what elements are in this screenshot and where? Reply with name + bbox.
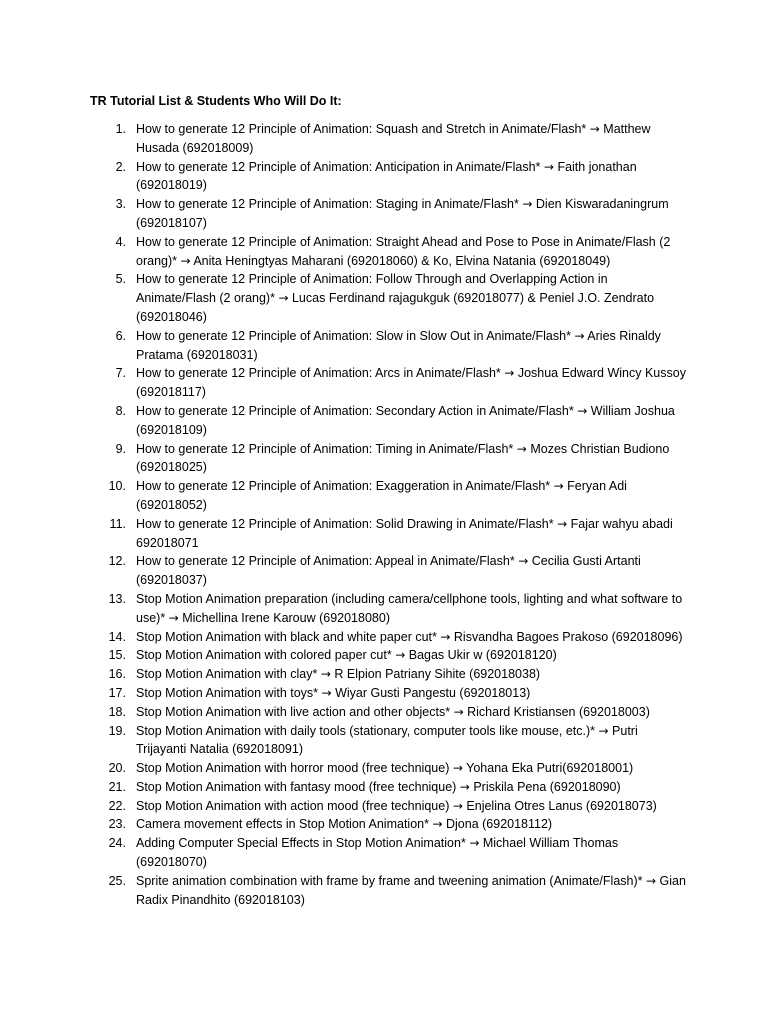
tutorial-topic: How to generate 12 Principle of Animation: Squash and Stretch in Animate/Flash* [136,122,587,136]
tutorial-topic: Stop Motion Animation with live action and other objects* [136,704,451,719]
right-arrow-icon: → [278,291,289,306]
list-item [90,872,688,910]
list-item [90,590,688,628]
assigned-students: Faith jonathan (692018019) [136,159,637,193]
assigned-students: Anita Heningtyas Maharani (692018060) & Ko, Elvina Natania (692018049) [193,253,611,268]
list-item [90,703,688,722]
tutorial-topic: Stop Motion Animation with daily tools (stationary, computer tools like mouse, etc.)* [136,723,596,738]
tutorial-topic: How to generate 12 Principle of Animation: Solid Drawing in Animate/Flash* [136,516,554,531]
tutorial-list [90,120,688,909]
list-item-number: 17. [108,685,126,700]
list-item-number: 12. [108,554,126,569]
list-item [90,120,688,158]
right-arrow-icon: → [557,516,568,531]
assigned-students: Richard Kristiansen (692018003) [467,704,650,719]
tutorial-topic: How to generate 12 Principle of Animation: Slow in Slow Out in Animate/Flash* [136,328,571,343]
assigned-students: Putri Trijayanti Natalia (692018091) [136,723,638,757]
list-item [90,477,688,515]
right-arrow-icon: → [168,610,179,625]
right-arrow-icon: → [645,873,657,888]
right-arrow-icon: → [504,366,515,381]
list-item [90,722,688,760]
assigned-students: Lucas Ferdinand rajagukguk (692018077) & Peniel J.O. Zendrato (692018046) [136,291,655,324]
list-item-number: 2. [115,159,126,174]
right-arrow-icon: → [452,798,463,813]
right-arrow-icon: → [452,761,463,776]
tutorial-topic: How to generate 12 Principle of Animation: Follow Through and Overlapping Action in Animate/Flash (2 orang)* [136,272,608,306]
list-item [90,646,688,665]
tutorial-topic: Stop Motion Animation with toys* [136,685,319,700]
list-item-number: 15. [108,648,126,663]
list-item-number: 6. [115,328,126,343]
assigned-students: Gian Radix Pinandhito (692018103) [136,873,686,907]
list-item [90,778,688,797]
list-item [90,515,688,553]
list-item [90,552,688,590]
tutorial-topic: How to generate 12 Principle of Animation: Appeal in Animate/Flash* [136,554,515,569]
right-arrow-icon: → [469,836,480,851]
list-item-number: 13. [108,591,126,606]
assigned-students: Cecilia Gusti Artanti (692018037) [136,554,641,588]
list-item [90,270,688,326]
list-item [90,628,688,647]
assigned-students: Michael William Thomas (692018070) [136,836,619,870]
list-item [90,834,688,872]
right-arrow-icon: → [459,779,470,794]
right-arrow-icon: → [553,479,564,494]
document-title: TR Tutorial List & Students Who Will Do It: [90,94,342,108]
list-item-number: 22. [108,798,126,813]
list-item [90,195,688,233]
list-item-number: 1. [115,122,126,136]
assigned-students: Joshua Edward Wincy Kussoy (692018117) [136,366,686,400]
tutorial-topic: Stop Motion Animation with fantasy mood (free technique) [136,779,457,794]
list-item [90,759,688,778]
list-item-number: 8. [115,403,126,418]
tutorial-topic: How to generate 12 Principle of Animation: Secondary Action in Animate/Flash* [136,403,574,418]
assigned-students: Fajar wahyu abadi 692018071 [136,516,673,550]
list-item [90,233,688,271]
assigned-students: Bagas Ukir w (692018120) [408,648,557,663]
list-item-number: 24. [108,836,126,851]
list-item [90,364,688,402]
list-item [90,440,688,478]
right-arrow-icon: → [180,253,191,268]
right-arrow-icon: → [543,159,554,174]
list-item-number: 9. [115,441,126,456]
tutorial-topic: Stop Motion Animation with horror mood (free technique) [136,761,450,776]
tutorial-topic: Adding Computer Special Effects in Stop Motion Animation* [136,836,466,851]
tutorial-topic: How to generate 12 Principle of Animation: Staging in Animate/Flash* [136,197,519,212]
assigned-students: William Joshua (692018109) [136,403,675,437]
right-arrow-icon: → [577,403,588,418]
list-item-number: 16. [108,667,126,682]
assigned-students: Yohana Eka Putri(692018001) [466,761,634,776]
list-item-number: 21. [108,779,126,794]
assigned-students: Dien Kiswaradaningrum (692018107) [136,197,669,230]
tutorial-topic: Stop Motion Animation with action mood (free technique) [136,798,450,813]
tutorial-topic: How to generate 12 Principle of Animation: Arcs in Animate/Flash* [136,366,501,381]
list-item-number: 18. [108,704,126,719]
right-arrow-icon: → [589,122,600,136]
assigned-students: Wiyar Gusti Pangestu (692018013) [335,685,531,700]
list-item-number: 11. [109,516,126,531]
list-item [90,402,688,440]
list-item-number: 19. [108,723,126,738]
assigned-students: Aries Rinaldy Pratama (692018031) [136,328,661,362]
right-arrow-icon: → [516,441,527,456]
assigned-students: Mozes Christian Budiono (692018025) [136,441,670,475]
tutorial-topic: Stop Motion Animation preparation (including camera/cellphone tools, lighting and what software to use)* [136,591,683,625]
list-item-number: 20. [108,761,126,776]
assigned-students: R Elpion Patriany Sihite (692018038) [334,667,541,682]
right-arrow-icon: → [518,554,529,569]
tutorial-topic: Stop Motion Animation with black and white paper cut* [136,629,437,644]
list-item-number: 10. [108,479,126,494]
list-item [90,158,688,196]
assigned-students: Djona (692018112) [446,817,553,832]
list-item [90,684,688,703]
list-item-number: 23. [108,817,126,832]
right-arrow-icon: → [320,667,331,682]
tutorial-topic: Camera movement effects in Stop Motion Animation* [136,817,429,832]
list-item [90,797,688,816]
assigned-students: Matthew Husada (692018009) [136,122,651,155]
tutorial-topic: Sprite animation combination with frame by frame and tweening animation (Animate/Flash)* [136,873,643,888]
list-item-number: 5. [115,272,126,287]
tutorial-topic: Stop Motion Animation with clay* [136,667,318,682]
tutorial-topic: How to generate 12 Principle of Animation: Exaggeration in Animate/Flash* [136,479,551,494]
assigned-students: Enjelina Otres Lanus (692018073) [466,798,657,813]
right-arrow-icon: → [432,817,443,832]
assigned-students: Risvandha Bagoes Prakoso (692018096) [453,629,683,644]
tutorial-topic: How to generate 12 Principle of Animation: Timing in Animate/Flash* [136,441,514,456]
right-arrow-icon: → [574,328,585,343]
list-item-number: 7. [115,366,126,381]
list-item-number: 3. [115,197,126,212]
tutorial-topic: How to generate 12 Principle of Animation: Straight Ahead and Pose to Pose in Animate/Flash (2 orang)* [136,234,671,268]
list-item-number: 4. [115,234,126,249]
list-item [90,815,688,834]
right-arrow-icon: → [522,197,533,212]
right-arrow-icon: → [453,704,464,719]
right-arrow-icon: → [321,685,332,700]
list-item-number: 14. [108,629,126,644]
tutorial-topic: Stop Motion Animation with colored paper cut* [136,648,392,663]
right-arrow-icon: → [395,648,406,663]
right-arrow-icon: → [440,629,451,644]
list-item-number: 25. [108,873,126,888]
assigned-students: Priskila Pena (692018090) [473,779,621,794]
assigned-students: Michellina Irene Karouw (692018080) [182,610,390,625]
tutorial-topic: How to generate 12 Principle of Animation: Anticipation in Animate/Flash* [136,159,541,174]
list-item [90,327,688,365]
assigned-students: Feryan Adi (692018052) [136,479,627,512]
list-item [90,665,688,684]
right-arrow-icon: → [598,723,609,738]
